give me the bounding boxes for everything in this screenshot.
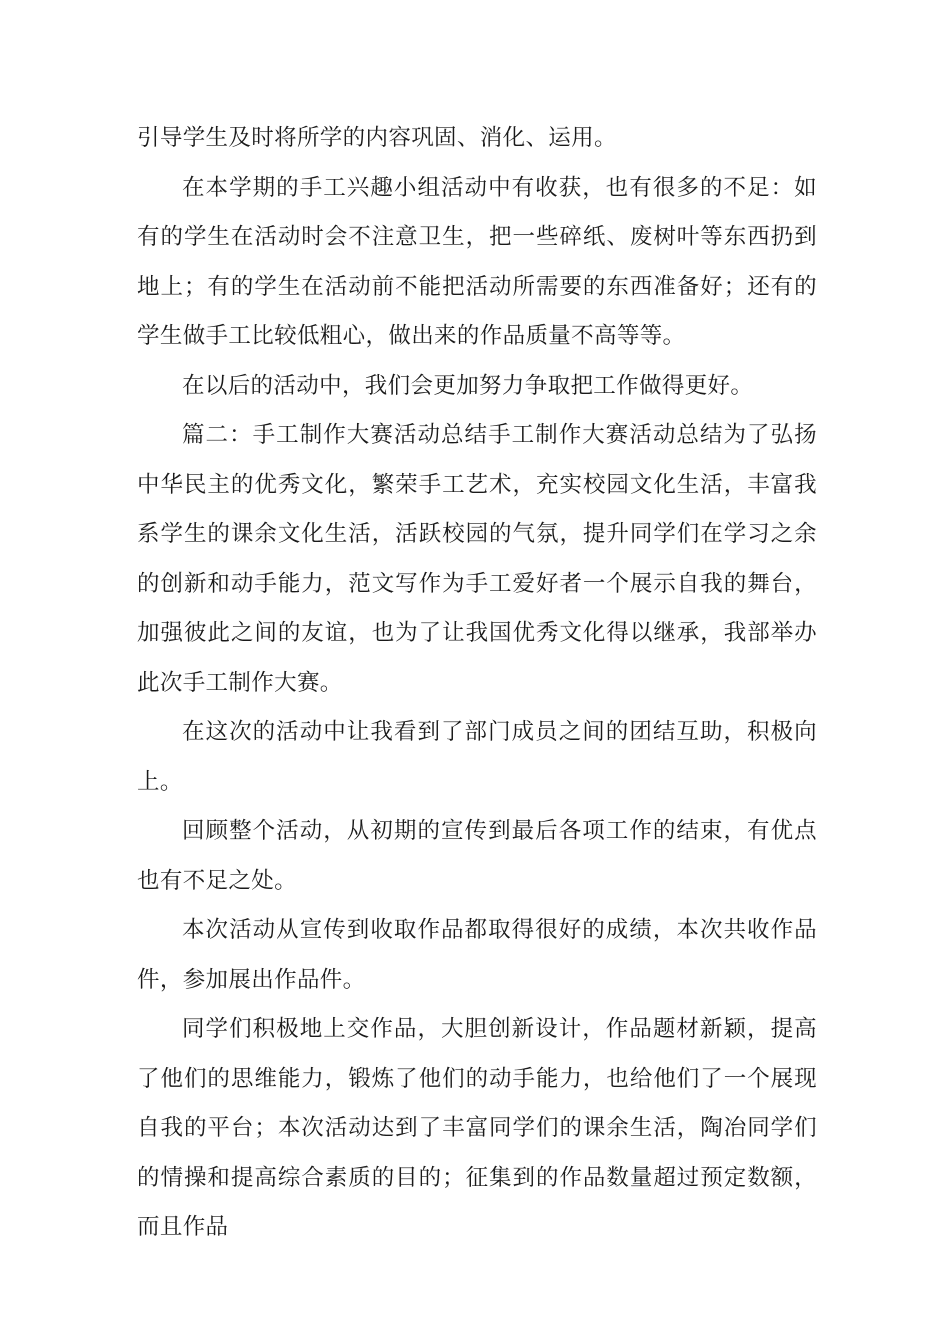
paragraph-continuation: 引导学生及时将所学的内容巩固、消化、运用。 — [137, 125, 617, 151]
paragraph-student-works: 同学们积极地上交作品，大胆创新设计，作品题材新颖，提高了他们的思维能力，锻炼了他们的动手能力，也给他们了一个展现自我的平台；本次活动达到了丰富同学们的课余生活，陶冶同学们的情操和提高综合素质的目的；征集到的作品数量超过预定数额，而且作品 — [137, 1016, 817, 1240]
paragraph-review: 回顾整个活动，从初期的宣传到最后各项工作的结束，有优点也有不足之处。 — [137, 818, 817, 894]
paragraph-part-two-intro: 篇二：手工制作大赛活动总结手工制作大赛活动总结为了弘扬中华民主的优秀文化，繁荣手工艺术，充实校园文化生活，丰富我系学生的课余文化生活，活跃校园的气氛，提升同学们在学习之余的创新和动手能力，范文写作为手工爱好者一个展示自我的舞台，加强彼此之间的友谊，也为了让我国优秀文化得以继承，我部举办此次手工制作大赛。 — [137, 422, 817, 696]
paragraph-results: 本次活动从宣传到收取作品都取得很好的成绩，本次共收作品件，参加展出作品件。 — [137, 917, 817, 993]
paragraph-future-work: 在以后的活动中，我们会更加努力争取把工作做得更好。 — [182, 372, 754, 399]
paragraph-teamwork: 在这次的活动中让我看到了部门成员之间的团结互助，积极向上。 — [137, 719, 817, 795]
paragraph-shortcomings: 在本学期的手工兴趣小组活动中有收获，也有很多的不足：如有的学生在活动时会不注意卫生，把一些碎纸、废树叶等东西扔到地上；有的学生在活动前不能把活动所需要的东西准备好；还有的学生做手工比较低粗心，做出来的作品质量不高等等。 — [137, 174, 817, 349]
document-body — [137, 114, 817, 1253]
